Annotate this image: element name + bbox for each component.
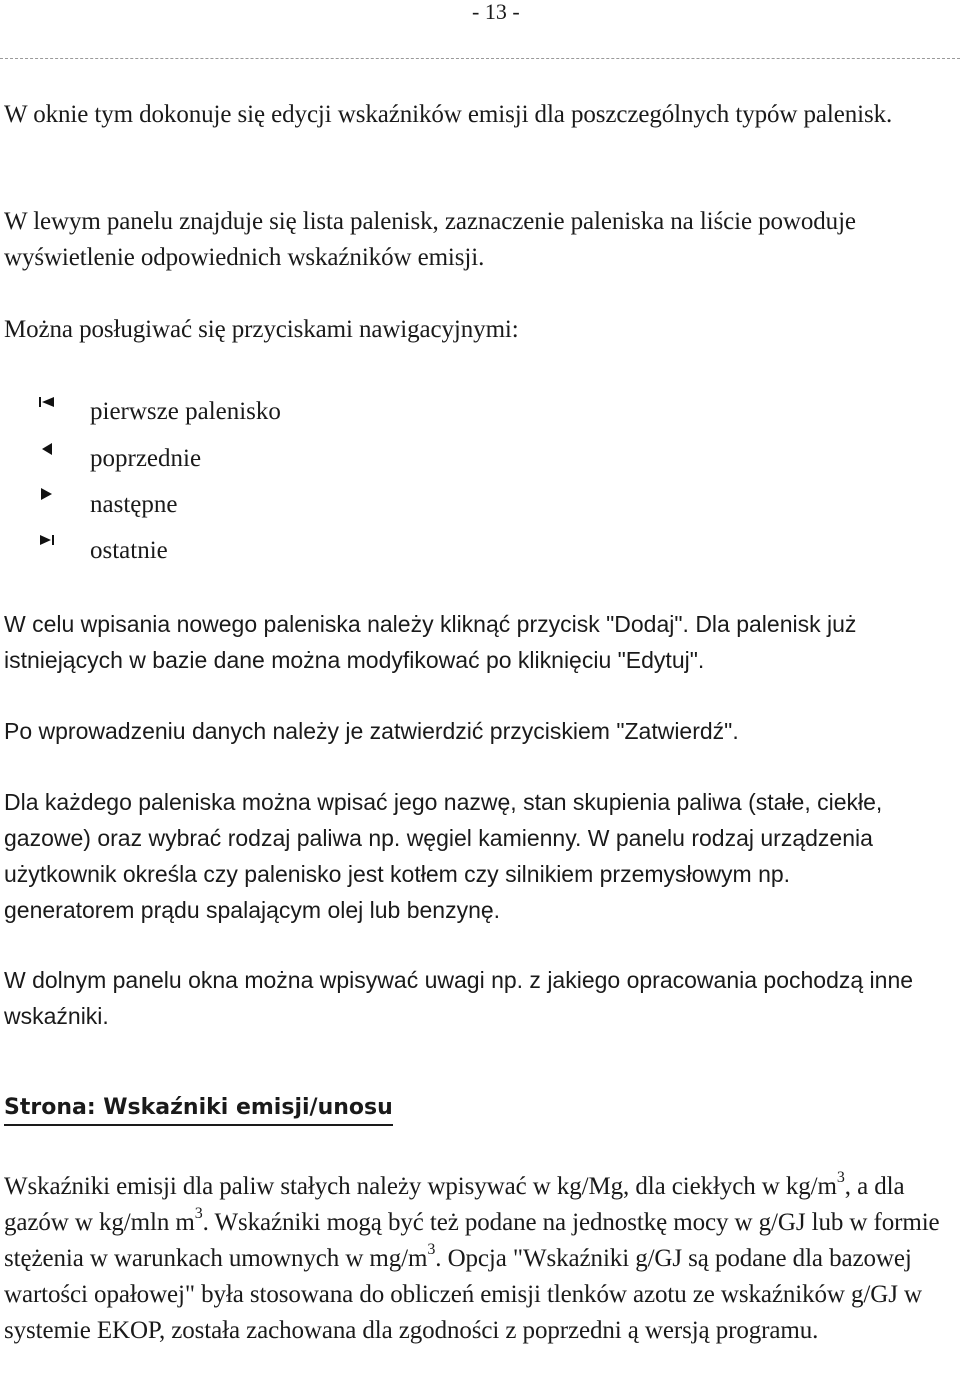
nav-label-last: ostatnie (90, 537, 168, 564)
paragraph-notes: W dolnym panelu okna można wpisywać uwagi np. z jakiego opracowania pochodzą inne wskaźniki. (4, 967, 914, 1029)
superscript-3: 3 (427, 1241, 436, 1258)
emission-text-b: , a dla gazów w kg/mln m (4, 1173, 905, 1236)
paragraph-left-panel: W lewym panelu znajduje się lista palenisk, zaznaczenie paleniska na liście powoduje wyświetlenie odpowiednich wskaźników emisji. (4, 208, 856, 271)
emission-text-c: . Wskaźniki mogą być też podane na jednostkę mocy w g/GJ lub w formie stężenia w warunkach umownych w mg/m (4, 1209, 940, 1272)
nav-label-first: pierwsze palenisko (90, 398, 281, 425)
superscript-1: 3 (836, 1169, 845, 1186)
next-record-icon (38, 486, 56, 502)
superscript-2: 3 (194, 1205, 203, 1222)
paragraph-add-edit: W celu wpisania nowego paleniska należy kliknąć przycisk "Dodaj". Dla palenisk już istniejących w bazie dane można modyfikować po kliknięciu "Edytuj". (4, 611, 857, 673)
nav-label-previous: poprzednie (90, 445, 202, 472)
paragraph-intro: W oknie tym dokonuje się edycji wskaźników emisji dla poszczególnych typów palenisk. (4, 101, 893, 128)
paragraph-confirm: Po wprowadzeniu danych należy je zatwierdzić przyciskiem "Zatwierdź". (4, 718, 739, 744)
emission-text-d: . Opcja "Wskaźniki g/GJ są podane dla bazowej wartości opałowej" była stosowana do obliczeń emisji tlenków azotu ze wskaźników g/GJ w systemie EKOP, została zachowana dla zgodności z poprzedni ą wersją programu. (4, 1245, 922, 1344)
last-record-icon (38, 532, 56, 548)
nav-label-next: następne (90, 491, 178, 518)
page-number: - 13 - (472, 0, 520, 24)
paragraph-details: Dla każdego paleniska można wpisać jego nazwę, stan skupienia paliwa (stałe, ciekłe, gazowe) oraz wybrać rodzaj paliwa np. węgiel kamienny. W panelu rodzaj urządzenia użytkownik określa czy palenisko jest kotłem czy silnikiem przemysłowym np. generatorem prądu spalającym olej lub benzynę. (4, 789, 883, 923)
header-divider (0, 58, 960, 59)
section-heading: Strona: Wskaźniki emisji/unosu (4, 1092, 393, 1126)
paragraph-emission-factors (4, 1169, 956, 1349)
emission-text-a: Wskaźniki emisji dla paliw stałych należy wpisywać w kg/Mg, dla ciekłych w kg/m (4, 1173, 837, 1200)
previous-record-icon (38, 441, 56, 457)
first-record-icon (38, 394, 56, 410)
paragraph-nav-intro: Można posługiwać się przyciskami nawigacyjnymi: (4, 316, 519, 343)
